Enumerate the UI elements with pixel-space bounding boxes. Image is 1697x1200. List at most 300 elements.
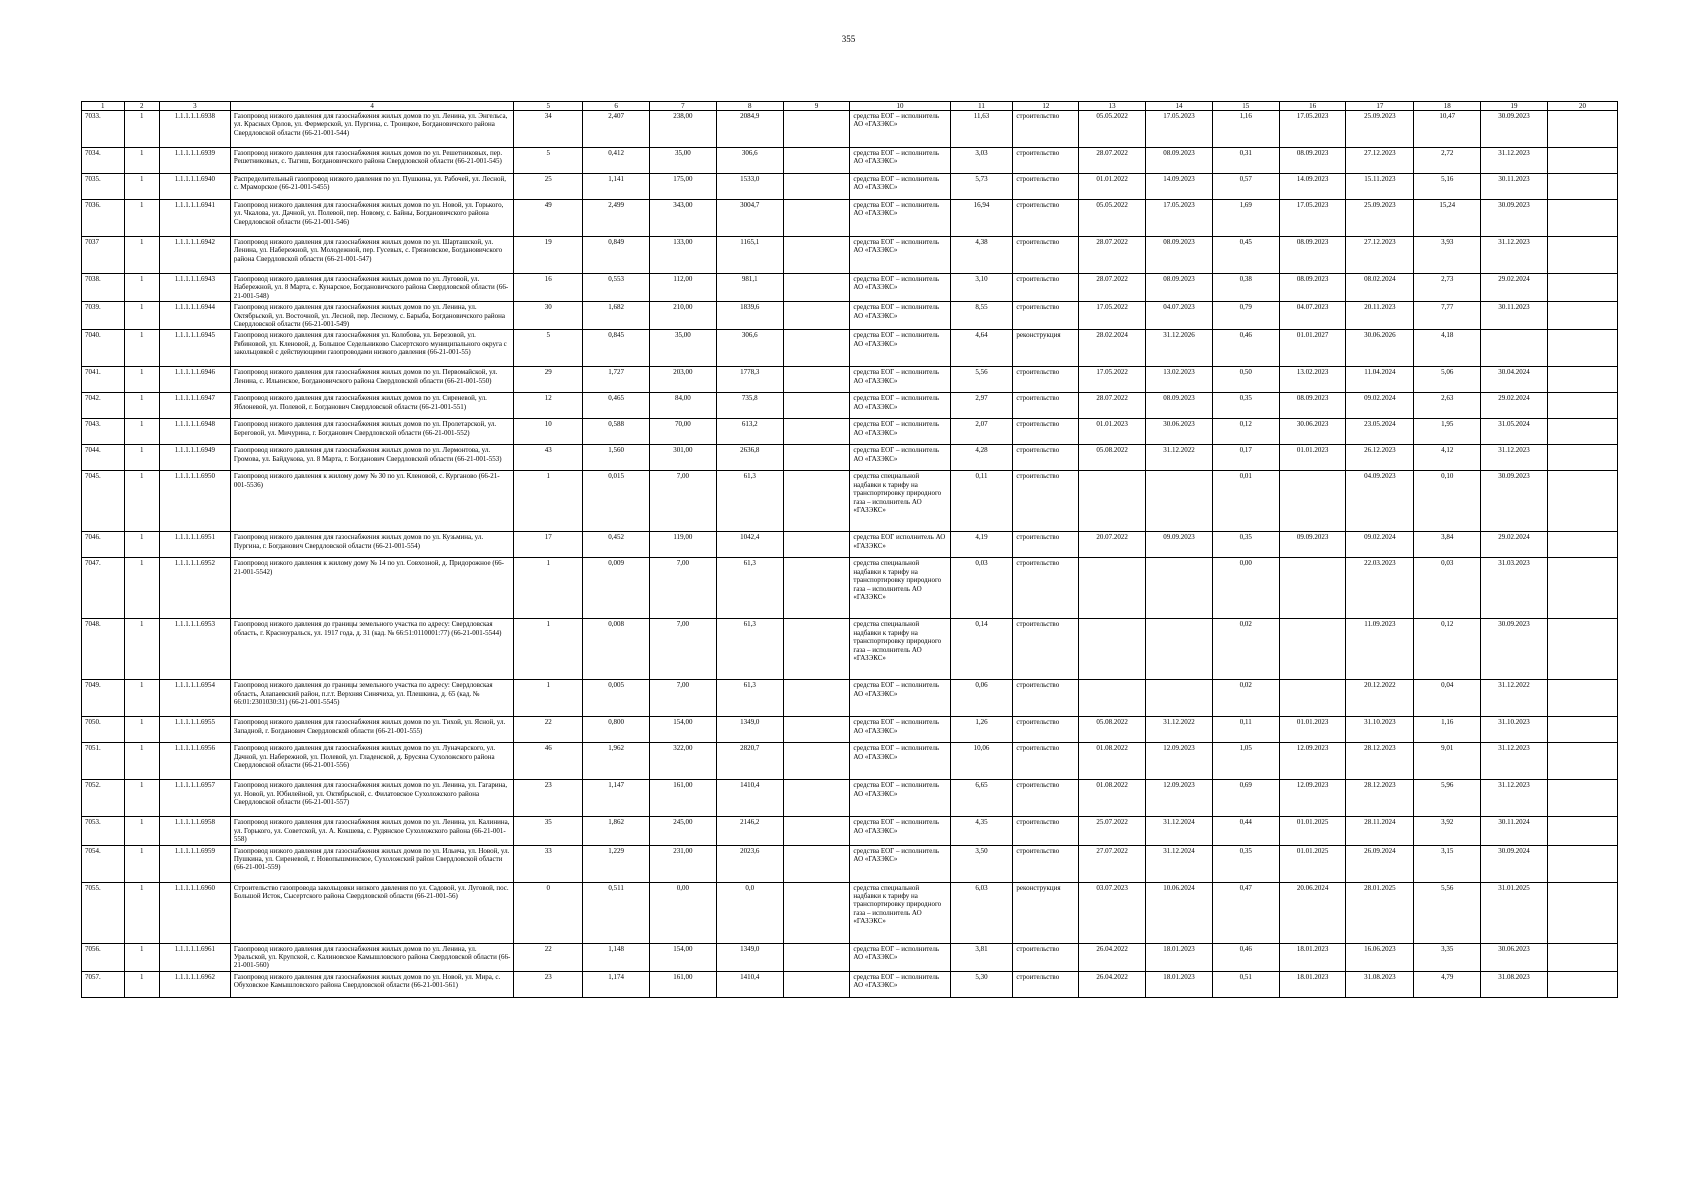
cell-col-6: 2,407 <box>583 111 650 148</box>
cell-col-6: 1,148 <box>583 943 650 971</box>
cell-col-8: 2084,9 <box>716 111 783 148</box>
cell-col-20 <box>1547 302 1617 330</box>
cell-object-code: 1.1.1.1.1.6944 <box>159 302 230 330</box>
table-row <box>82 971 1618 997</box>
cell-completion-date: 29.02.2024 <box>1481 532 1548 558</box>
cell-object-code: 1.1.1.1.1.6961 <box>159 943 230 971</box>
cell-col-6: 1,682 <box>583 302 650 330</box>
cell-end-date: 31.12.2022 <box>1146 445 1213 471</box>
cell-col-11: 6,65 <box>950 780 1013 817</box>
cell-work-type: строительство <box>1013 558 1079 619</box>
cell-object-description: Газопровод низкого давления для газоснабжения жилых домов по ул. Пролетарской, ул. Береговой, ул. Мичурина, г. Богданович Свердловской области (66-21-001-552) <box>230 419 514 445</box>
cell-col-6: 1,147 <box>583 780 650 817</box>
cell-col-2: 1 <box>124 680 159 717</box>
cell-col-5: 30 <box>514 302 583 330</box>
cell-col-6: 0,849 <box>583 237 650 274</box>
cell-object-code: 1.1.1.1.1.6959 <box>159 845 230 882</box>
cell-object-code: 1.1.1.1.1.6956 <box>159 743 230 780</box>
cell-date-16: 17.05.2023 <box>1279 200 1346 237</box>
cell-date-17: 25.09.2023 <box>1346 200 1414 237</box>
cell-col-9 <box>783 111 850 148</box>
cell-date-16: 08.09.2023 <box>1279 148 1346 174</box>
cell-col-7: 70,00 <box>649 419 716 445</box>
cell-start-date: 05.05.2022 <box>1079 200 1146 237</box>
cell-col-11: 4,64 <box>950 330 1013 367</box>
cell-col-5: 34 <box>514 111 583 148</box>
cell-end-date: 30.06.2023 <box>1146 419 1213 445</box>
cell-col-8: 1042,4 <box>716 532 783 558</box>
table-row <box>82 845 1618 882</box>
cell-object-description: Газопровод низкого давления для газоснабжения жилых домов по ул. Ленина, ул. Гагарина, ул. Новой, ул. Юбилейной, ул. Октябрьской, с. Филатовское Сухоложского района Свердловской области (66-21-001-557) <box>230 780 514 817</box>
cell-col-5: 19 <box>514 237 583 274</box>
cell-completion-date <box>1481 330 1548 367</box>
cell-col-2: 1 <box>124 367 159 393</box>
cell-date-16: 01.01.2023 <box>1279 445 1346 471</box>
cell-end-date: 17.05.2023 <box>1146 111 1213 148</box>
cell-end-date <box>1146 680 1213 717</box>
cell-work-type: строительство <box>1013 971 1079 997</box>
column-header-14: 14 <box>1146 102 1213 111</box>
cell-funding-source: средства ЕОГ – исполнитель АО «ГАЗЭКС» <box>850 367 950 393</box>
cell-col-6: 0,588 <box>583 419 650 445</box>
cell-col-18: 15,24 <box>1414 200 1481 237</box>
cell-object-description: Газопровод низкого давления для газоснабжения жилых домов по ул. Новой, ул. Мира, с. Обуховское Камышловского района Свердловской области (66-21-001-561) <box>230 971 514 997</box>
cell-completion-date: 30.09.2023 <box>1481 619 1548 680</box>
cell-object-code: 1.1.1.1.1.6947 <box>159 393 230 419</box>
column-header-16: 16 <box>1279 102 1346 111</box>
cell-col-15: 0,12 <box>1212 419 1279 445</box>
cell-row-number: 7033. <box>82 111 125 148</box>
cell-col-6: 0,412 <box>583 148 650 174</box>
cell-object-code: 1.1.1.1.1.6950 <box>159 471 230 532</box>
column-header-4: 4 <box>230 102 514 111</box>
cell-work-type: реконструкция <box>1013 882 1079 943</box>
cell-col-20 <box>1547 471 1617 532</box>
cell-date-17: 11.04.2024 <box>1346 367 1414 393</box>
cell-date-16: 12.09.2023 <box>1279 780 1346 817</box>
cell-object-description: Газопровод низкого давления для газоснабжения жилых домов по ул. Ленина, ул. Калинина, ул. Горького, ул. Советской, ул. А. Кокшева, с. Рудянское Сухоложского района (66-21-001-558) <box>230 817 514 845</box>
cell-object-description: Газопровод низкого давления к жилому дому № 14 по ул. Совхозной, д. Придорожное (66-21-001-5542) <box>230 558 514 619</box>
cell-work-type: строительство <box>1013 200 1079 237</box>
cell-row-number: 7045. <box>82 471 125 532</box>
cell-row-number: 7052. <box>82 780 125 817</box>
cell-col-18: 5,96 <box>1414 780 1481 817</box>
cell-end-date: 08.09.2023 <box>1146 393 1213 419</box>
cell-start-date: 28.07.2022 <box>1079 274 1146 302</box>
cell-completion-date: 29.02.2024 <box>1481 274 1548 302</box>
cell-col-2: 1 <box>124 471 159 532</box>
cell-date-16: 12.09.2023 <box>1279 743 1346 780</box>
cell-col-15: 0,02 <box>1212 619 1279 680</box>
cell-col-5: 49 <box>514 200 583 237</box>
cell-row-number: 7051. <box>82 743 125 780</box>
table-row <box>82 367 1618 393</box>
cell-col-18: 5,16 <box>1414 174 1481 200</box>
column-header-5: 5 <box>514 102 583 111</box>
cell-col-11: 4,28 <box>950 445 1013 471</box>
cell-col-20 <box>1547 237 1617 274</box>
cell-col-18: 5,06 <box>1414 367 1481 393</box>
cell-date-16: 04.07.2023 <box>1279 302 1346 330</box>
cell-col-7: 238,00 <box>649 111 716 148</box>
cell-col-2: 1 <box>124 882 159 943</box>
cell-end-date: 14.09.2023 <box>1146 174 1213 200</box>
cell-object-description: Строительство газопровода закольцовки низкого давления по ул. Садовой, ул. Луговой, пос. Большой Исток, Сысертского района Свердловской области (66-21-001-56) <box>230 882 514 943</box>
cell-funding-source: средства ЕОГ – исполнитель АО «ГАЗЭКС» <box>850 302 950 330</box>
cell-col-2: 1 <box>124 943 159 971</box>
cell-col-5: 23 <box>514 780 583 817</box>
cell-col-15: 0,44 <box>1212 817 1279 845</box>
cell-object-code: 1.1.1.1.1.6943 <box>159 274 230 302</box>
table-row <box>82 680 1618 717</box>
cell-col-7: 112,00 <box>649 274 716 302</box>
column-header-8: 8 <box>716 102 783 111</box>
cell-col-5: 46 <box>514 743 583 780</box>
cell-col-7: 154,00 <box>649 943 716 971</box>
cell-col-7: 203,00 <box>649 367 716 393</box>
cell-object-description: Газопровод низкого давления для газоснабжения жилых домов по ул. Тихой, ул. Ясной, ул. Западной, г. Богданович Свердловской области (66-21-001-555) <box>230 717 514 743</box>
cell-completion-date: 30.11.2023 <box>1481 302 1548 330</box>
cell-start-date: 28.02.2024 <box>1079 330 1146 367</box>
table-row <box>82 302 1618 330</box>
column-header-17: 17 <box>1346 102 1414 111</box>
cell-col-7: 35,00 <box>649 330 716 367</box>
cell-start-date <box>1079 558 1146 619</box>
cell-col-5: 17 <box>514 532 583 558</box>
cell-col-20 <box>1547 532 1617 558</box>
cell-col-8: 0,0 <box>716 882 783 943</box>
cell-col-18: 3,84 <box>1414 532 1481 558</box>
cell-end-date: 18.01.2023 <box>1146 971 1213 997</box>
cell-col-9 <box>783 445 850 471</box>
cell-date-17: 15.11.2023 <box>1346 174 1414 200</box>
cell-work-type: строительство <box>1013 174 1079 200</box>
cell-col-2: 1 <box>124 274 159 302</box>
cell-col-8: 2820,7 <box>716 743 783 780</box>
cell-col-5: 16 <box>514 274 583 302</box>
cell-start-date: 20.07.2022 <box>1079 532 1146 558</box>
cell-col-20 <box>1547 274 1617 302</box>
cell-col-15: 0,02 <box>1212 680 1279 717</box>
cell-col-20 <box>1547 111 1617 148</box>
cell-col-11: 4,35 <box>950 817 1013 845</box>
cell-work-type: строительство <box>1013 111 1079 148</box>
cell-col-20 <box>1547 743 1617 780</box>
cell-end-date: 31.12.2024 <box>1146 817 1213 845</box>
cell-date-17: 11.09.2023 <box>1346 619 1414 680</box>
table-row <box>82 174 1618 200</box>
cell-col-8: 1410,4 <box>716 971 783 997</box>
cell-col-15: 0,35 <box>1212 532 1279 558</box>
cell-funding-source: средства специальной надбавки к тарифу на транспортировку природного газа – исполнитель АО «ГАЗЭКС» <box>850 558 950 619</box>
cell-end-date: 12.09.2023 <box>1146 780 1213 817</box>
cell-col-20 <box>1547 419 1617 445</box>
cell-object-code: 1.1.1.1.1.6949 <box>159 445 230 471</box>
cell-object-description: Газопровод низкого давления для газоснабжения жилых домов по ул. Ленина, ул. Октябрьской, ул. Восточной, ул. Лесной, пер. Лесному, с. Барыба, Богдановичского района Свердловской области (66-21-001-549) <box>230 302 514 330</box>
cell-col-15: 0,46 <box>1212 943 1279 971</box>
cell-col-11: 3,81 <box>950 943 1013 971</box>
cell-object-code: 1.1.1.1.1.6940 <box>159 174 230 200</box>
cell-object-description: Газопровод низкого давления для газоснабжения жилых домов по ул. Первомайской, ул. Ленина, с. Ильинское, Богдановичского района Свердловской области (66-21-001-550) <box>230 367 514 393</box>
column-header-18: 18 <box>1414 102 1481 111</box>
cell-col-15: 0,51 <box>1212 971 1279 997</box>
cell-col-9 <box>783 274 850 302</box>
cell-funding-source: средства ЕОГ – исполнитель АО «ГАЗЭКС» <box>850 971 950 997</box>
cell-col-18: 0,04 <box>1414 680 1481 717</box>
cell-start-date: 25.07.2022 <box>1079 817 1146 845</box>
cell-work-type: строительство <box>1013 743 1079 780</box>
cell-start-date: 26.04.2022 <box>1079 971 1146 997</box>
cell-row-number: 7050. <box>82 717 125 743</box>
column-header-7: 7 <box>649 102 716 111</box>
cell-date-17: 28.12.2023 <box>1346 743 1414 780</box>
table-body <box>82 111 1618 998</box>
cell-col-7: 322,00 <box>649 743 716 780</box>
cell-start-date: 03.07.2023 <box>1079 882 1146 943</box>
cell-col-7: 7,00 <box>649 471 716 532</box>
table-row <box>82 817 1618 845</box>
cell-col-11: 4,38 <box>950 237 1013 274</box>
cell-col-18: 3,93 <box>1414 237 1481 274</box>
table-row <box>82 445 1618 471</box>
cell-start-date: 01.01.2023 <box>1079 419 1146 445</box>
cell-col-2: 1 <box>124 817 159 845</box>
table-row <box>82 148 1618 174</box>
cell-date-16: 09.09.2023 <box>1279 532 1346 558</box>
column-header-1: 1 <box>82 102 125 111</box>
cell-start-date <box>1079 680 1146 717</box>
cell-funding-source: средства ЕОГ исполнитель АО «ГАЗЭКС» <box>850 532 950 558</box>
cell-col-20 <box>1547 148 1617 174</box>
cell-col-11: 1,26 <box>950 717 1013 743</box>
cell-col-9 <box>783 780 850 817</box>
cell-row-number: 7036. <box>82 200 125 237</box>
cell-funding-source: средства ЕОГ – исполнитель АО «ГАЗЭКС» <box>850 237 950 274</box>
cell-col-11: 11,63 <box>950 111 1013 148</box>
cell-col-8: 3004,7 <box>716 200 783 237</box>
cell-col-11: 8,55 <box>950 302 1013 330</box>
cell-date-16: 14.09.2023 <box>1279 174 1346 200</box>
cell-col-2: 1 <box>124 780 159 817</box>
cell-row-number: 7037 <box>82 237 125 274</box>
cell-col-6: 1,174 <box>583 971 650 997</box>
column-header-15: 15 <box>1212 102 1279 111</box>
cell-completion-date: 30.11.2023 <box>1481 174 1548 200</box>
cell-funding-source: средства специальной надбавки к тарифу на транспортировку природного газа – исполнитель АО «ГАЗЭКС» <box>850 471 950 532</box>
cell-col-2: 1 <box>124 148 159 174</box>
cell-col-18: 3,92 <box>1414 817 1481 845</box>
cell-object-code: 1.1.1.1.1.6941 <box>159 200 230 237</box>
column-header-3: 3 <box>159 102 230 111</box>
cell-object-description: Распределительный газопровод низкого давления по ул. Пушкина, ул. Рабочей, ул. Лесной, с. Мраморское (66-21-001-5455) <box>230 174 514 200</box>
cell-object-description: Газопровод низкого давления для газоснабжения жилых домов по ул. Новой, ул. Горького, ул. Чкалова, ул. Дачной, ул. Полевой, пер. Новому, с. Байны, Богдановичского района Свердловской области (66-21-001-546) <box>230 200 514 237</box>
cell-col-20 <box>1547 817 1617 845</box>
column-header-2: 2 <box>124 102 159 111</box>
cell-object-description: Газопровод низкого давления до границы земельного участка по адресу: Свердловская область, г. Красноуральск, ул. 1917 года, д. 31 (кад. № 66:51:0110001:77) (66-21-001-5544) <box>230 619 514 680</box>
cell-col-20 <box>1547 717 1617 743</box>
cell-work-type: строительство <box>1013 817 1079 845</box>
cell-completion-date: 30.09.2023 <box>1481 111 1548 148</box>
cell-col-15: 0,31 <box>1212 148 1279 174</box>
cell-col-2: 1 <box>124 845 159 882</box>
cell-col-18: 5,56 <box>1414 882 1481 943</box>
cell-row-number: 7055. <box>82 882 125 943</box>
cell-col-7: 7,00 <box>649 619 716 680</box>
cell-col-15: 0,57 <box>1212 174 1279 200</box>
cell-object-code: 1.1.1.1.1.6953 <box>159 619 230 680</box>
cell-col-2: 1 <box>124 743 159 780</box>
cell-object-description: Газопровод низкого давления для газоснабжения жилых домов по ул. Сиреневой, ул. Яблоневой, ул. Полевой, г. Богданович Свердловской области (66-21-001-551) <box>230 393 514 419</box>
cell-object-code: 1.1.1.1.1.6939 <box>159 148 230 174</box>
cell-col-9 <box>783 237 850 274</box>
cell-object-description: Газопровод низкого давления до границы земельного участка по адресу: Свердловская область, Алапаевский район, п.г.т. Верхняя Синячиха, ул. Плешкина, д. 65 (кад. № 66:01:2301030:31) (66-21-001-5545) <box>230 680 514 717</box>
cell-row-number: 7057. <box>82 971 125 997</box>
gas-pipeline-table-container <box>81 101 1618 998</box>
cell-col-8: 1839,6 <box>716 302 783 330</box>
cell-funding-source: средства специальной надбавки к тарифу на транспортировку природного газа – исполнитель АО «ГАЗЭКС» <box>850 619 950 680</box>
cell-date-17: 09.02.2024 <box>1346 393 1414 419</box>
cell-funding-source: средства ЕОГ – исполнитель АО «ГАЗЭКС» <box>850 330 950 367</box>
cell-col-11: 0,03 <box>950 558 1013 619</box>
cell-date-16: 01.01.2025 <box>1279 817 1346 845</box>
cell-row-number: 7040. <box>82 330 125 367</box>
cell-date-16: 18.01.2023 <box>1279 971 1346 997</box>
cell-col-6: 0,008 <box>583 619 650 680</box>
cell-work-type: строительство <box>1013 393 1079 419</box>
cell-object-description: Газопровод низкого давления для газоснабжения жилых домов по ул. Ленина, ул. Уральской, ул. Крупской, с. Калиновское Камышловского района Свердловской области (66-21-001-560) <box>230 943 514 971</box>
cell-completion-date: 30.04.2024 <box>1481 367 1548 393</box>
cell-date-17: 26.09.2024 <box>1346 845 1414 882</box>
cell-object-code: 1.1.1.1.1.6962 <box>159 971 230 997</box>
cell-object-description: Газопровод низкого давления для газоснабжения жилых домов по ул. Ильича, ул. Новой, ул. Пушкина, ул. Сиреневой, г. Новопышминское, Сухоложский район Свердловской области (66-21-001-559) <box>230 845 514 882</box>
cell-col-18: 0,10 <box>1414 471 1481 532</box>
cell-col-5: 29 <box>514 367 583 393</box>
cell-row-number: 7048. <box>82 619 125 680</box>
cell-date-17: 08.02.2024 <box>1346 274 1414 302</box>
cell-col-6: 0,511 <box>583 882 650 943</box>
cell-col-7: 175,00 <box>649 174 716 200</box>
cell-funding-source: средства ЕОГ – исполнитель АО «ГАЗЭКС» <box>850 419 950 445</box>
cell-completion-date: 30.09.2024 <box>1481 845 1548 882</box>
cell-col-9 <box>783 817 850 845</box>
cell-col-2: 1 <box>124 200 159 237</box>
cell-col-9 <box>783 367 850 393</box>
cell-col-8: 61,3 <box>716 558 783 619</box>
cell-funding-source: средства ЕОГ – исполнитель АО «ГАЗЭКС» <box>850 943 950 971</box>
cell-work-type: строительство <box>1013 680 1079 717</box>
cell-col-18: 4,18 <box>1414 330 1481 367</box>
cell-work-type: строительство <box>1013 274 1079 302</box>
cell-object-code: 1.1.1.1.1.6946 <box>159 367 230 393</box>
cell-end-date <box>1146 558 1213 619</box>
cell-work-type: строительство <box>1013 302 1079 330</box>
cell-col-7: 301,00 <box>649 445 716 471</box>
page-number: 355 <box>841 34 856 44</box>
cell-col-7: 245,00 <box>649 817 716 845</box>
cell-object-code: 1.1.1.1.1.6957 <box>159 780 230 817</box>
cell-col-8: 1410,4 <box>716 780 783 817</box>
cell-col-5: 22 <box>514 717 583 743</box>
cell-col-11: 5,56 <box>950 367 1013 393</box>
cell-col-6: 1,862 <box>583 817 650 845</box>
cell-start-date: 05.05.2022 <box>1079 111 1146 148</box>
cell-date-16: 30.06.2023 <box>1279 419 1346 445</box>
cell-end-date: 31.12.2022 <box>1146 717 1213 743</box>
cell-col-7: 231,00 <box>649 845 716 882</box>
cell-col-2: 1 <box>124 237 159 274</box>
cell-col-8: 1778,3 <box>716 367 783 393</box>
cell-start-date: 28.07.2022 <box>1079 148 1146 174</box>
cell-completion-date: 31.12.2023 <box>1481 148 1548 174</box>
cell-col-2: 1 <box>124 111 159 148</box>
cell-col-6: 1,229 <box>583 845 650 882</box>
cell-funding-source: средства ЕОГ – исполнитель АО «ГАЗЭКС» <box>850 393 950 419</box>
cell-completion-date: 31.12.2023 <box>1481 445 1548 471</box>
cell-row-number: 7043. <box>82 419 125 445</box>
cell-col-20 <box>1547 971 1617 997</box>
cell-col-15: 0,79 <box>1212 302 1279 330</box>
cell-end-date: 13.02.2023 <box>1146 367 1213 393</box>
cell-col-11: 0,06 <box>950 680 1013 717</box>
cell-col-11: 3,03 <box>950 148 1013 174</box>
cell-col-18: 3,15 <box>1414 845 1481 882</box>
cell-work-type: строительство <box>1013 532 1079 558</box>
column-header-20: 20 <box>1547 102 1617 111</box>
cell-start-date: 28.07.2022 <box>1079 237 1146 274</box>
cell-work-type: строительство <box>1013 619 1079 680</box>
cell-object-code: 1.1.1.1.1.6945 <box>159 330 230 367</box>
cell-row-number: 7049. <box>82 680 125 717</box>
cell-col-18: 4,12 <box>1414 445 1481 471</box>
cell-col-5: 1 <box>514 558 583 619</box>
cell-col-6: 1,141 <box>583 174 650 200</box>
cell-col-7: 133,00 <box>649 237 716 274</box>
cell-col-11: 3,50 <box>950 845 1013 882</box>
cell-col-20 <box>1547 445 1617 471</box>
table-row <box>82 532 1618 558</box>
cell-col-8: 306,6 <box>716 148 783 174</box>
cell-col-5: 10 <box>514 419 583 445</box>
cell-funding-source: средства ЕОГ – исполнитель АО «ГАЗЭКС» <box>850 717 950 743</box>
cell-col-20 <box>1547 882 1617 943</box>
cell-col-9 <box>783 943 850 971</box>
cell-col-9 <box>783 845 850 882</box>
cell-completion-date: 30.06.2023 <box>1481 943 1548 971</box>
cell-start-date: 01.01.2022 <box>1079 174 1146 200</box>
cell-row-number: 7038. <box>82 274 125 302</box>
cell-object-description: Газопровод низкого давления к жилому дому № 30 по ул. Кленовой, с. Курганово (66-21-001-5536) <box>230 471 514 532</box>
cell-col-6: 0,009 <box>583 558 650 619</box>
cell-object-description: Газопровод низкого давления для газоснабжения жилых домов по ул. Луговой, ул. Набережной, ул. 8 Марта, с. Кунарское, Богдановичского района Свердловской области (66-21-001-548) <box>230 274 514 302</box>
cell-date-16 <box>1279 471 1346 532</box>
cell-col-9 <box>783 743 850 780</box>
cell-col-2: 1 <box>124 619 159 680</box>
cell-col-5: 23 <box>514 971 583 997</box>
cell-col-11: 2,97 <box>950 393 1013 419</box>
cell-col-9 <box>783 558 850 619</box>
table-row <box>82 780 1618 817</box>
cell-col-9 <box>783 330 850 367</box>
cell-row-number: 7035. <box>82 174 125 200</box>
cell-col-18: 4,79 <box>1414 971 1481 997</box>
cell-col-6: 1,962 <box>583 743 650 780</box>
cell-col-18: 1,95 <box>1414 419 1481 445</box>
cell-date-16: 13.02.2023 <box>1279 367 1346 393</box>
cell-col-5: 0 <box>514 882 583 943</box>
cell-col-11: 0,11 <box>950 471 1013 532</box>
cell-col-20 <box>1547 174 1617 200</box>
cell-object-code: 1.1.1.1.1.6948 <box>159 419 230 445</box>
